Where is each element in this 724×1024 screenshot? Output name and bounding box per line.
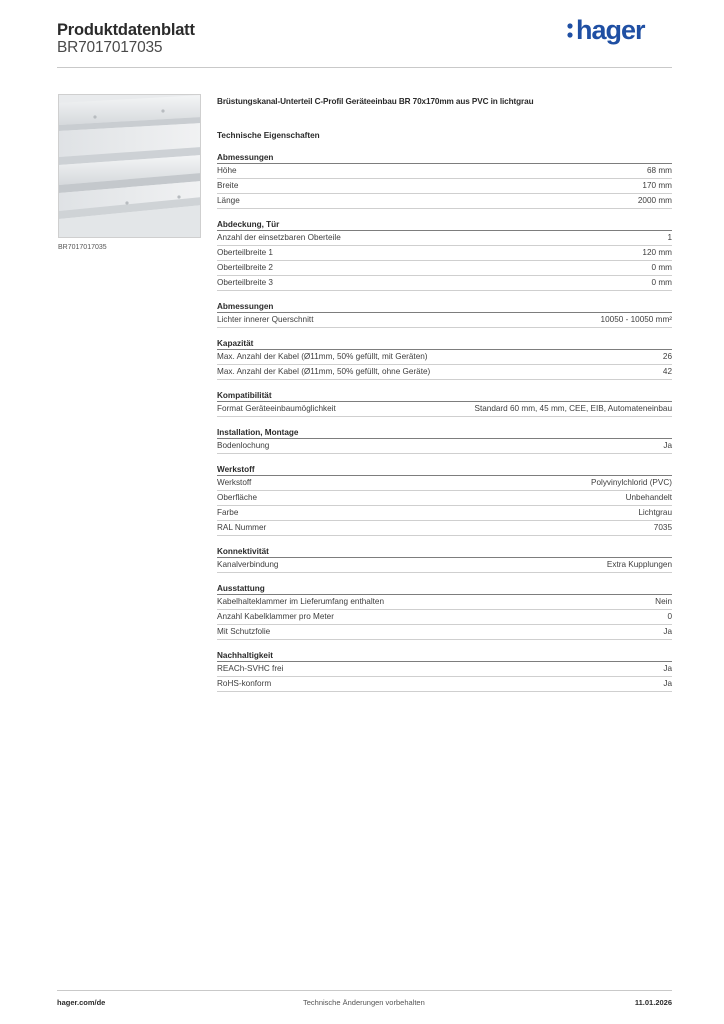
spec-label: Format Geräteeinbaumöglichkeit bbox=[217, 404, 336, 413]
spec-value: Ja bbox=[663, 664, 672, 673]
spec-row bbox=[217, 313, 672, 328]
article-number: BR7017017035 bbox=[57, 39, 163, 56]
section-heading: Kompatibilität bbox=[217, 390, 672, 402]
spec-section bbox=[217, 219, 672, 291]
spec-value: 0 bbox=[667, 612, 672, 621]
spec-row bbox=[217, 231, 672, 246]
spec-sections bbox=[217, 152, 672, 692]
spec-label: Max. Anzahl der Kabel (Ø11mm, 50% gefüllt, ohne Geräte) bbox=[217, 367, 431, 376]
spec-label: Lichter innerer Querschnitt bbox=[217, 315, 314, 324]
spec-label: RoHS-konform bbox=[217, 679, 272, 688]
spec-row bbox=[217, 246, 672, 261]
section-heading: Nachhaltigkeit bbox=[217, 650, 672, 662]
spec-value: 42 bbox=[662, 367, 672, 376]
spec-section bbox=[217, 152, 672, 209]
spec-value: 7035 bbox=[653, 523, 672, 532]
footer-divider bbox=[57, 990, 672, 991]
spec-value: 120 mm bbox=[642, 248, 672, 257]
spec-row bbox=[217, 164, 672, 179]
spec-area bbox=[217, 96, 672, 692]
spec-row bbox=[217, 610, 672, 625]
spec-value: Extra Kupplungen bbox=[606, 560, 672, 569]
spec-value: Ja bbox=[663, 679, 672, 688]
spec-row bbox=[217, 521, 672, 536]
spec-row bbox=[217, 194, 672, 209]
spec-section bbox=[217, 650, 672, 692]
cable-duct-profile-image bbox=[58, 94, 201, 238]
spec-label: Anzahl Kabelklammer pro Meter bbox=[217, 612, 334, 621]
spec-section bbox=[217, 546, 672, 573]
spec-label: Anzahl der einsetzbaren Oberteile bbox=[217, 233, 341, 242]
spec-row bbox=[217, 506, 672, 521]
section-heading: Abdeckung, Tür bbox=[217, 219, 672, 231]
spec-value: 2000 mm bbox=[637, 196, 672, 205]
footer-website[interactable]: hager.com/de bbox=[57, 998, 106, 1007]
spec-label: Länge bbox=[217, 196, 240, 205]
footer-date: 11.01.2026 bbox=[634, 998, 672, 1007]
spec-row bbox=[217, 179, 672, 194]
spec-row bbox=[217, 439, 672, 454]
spec-value: Unbehandelt bbox=[625, 493, 672, 502]
spec-label: Breite bbox=[217, 181, 239, 190]
spec-label: RAL Nummer bbox=[217, 523, 267, 532]
hager-logo bbox=[566, 14, 672, 48]
spec-row bbox=[217, 625, 672, 640]
spec-value: 68 mm bbox=[646, 166, 672, 175]
spec-value: 0 mm bbox=[651, 278, 672, 287]
spec-row bbox=[217, 261, 672, 276]
spec-label: Kanalverbindung bbox=[217, 560, 279, 569]
section-heading: Ausstattung bbox=[217, 583, 672, 595]
spec-label: Oberteilbreite 1 bbox=[217, 248, 273, 257]
spec-label: Mit Schutzfolie bbox=[217, 627, 271, 636]
spec-value: 26 bbox=[662, 352, 672, 361]
spec-value: Ja bbox=[663, 627, 672, 636]
spec-section bbox=[217, 338, 672, 380]
spec-row bbox=[217, 491, 672, 506]
spec-section bbox=[217, 390, 672, 417]
section-heading: Abmessungen bbox=[217, 301, 672, 313]
spec-value: 1 bbox=[667, 233, 672, 242]
spec-label: Farbe bbox=[217, 508, 239, 517]
spec-row bbox=[217, 595, 672, 610]
spec-label: REACh-SVHC frei bbox=[217, 664, 284, 673]
product-title: Brüstungskanal-Unterteil C-Profil Geräteeinbau BR 70x170mm aus PVC in lichtgrau bbox=[217, 97, 534, 106]
spec-value: 0 mm bbox=[651, 263, 672, 272]
spec-row bbox=[217, 350, 672, 365]
spec-value: 170 mm bbox=[642, 181, 672, 190]
spec-section bbox=[217, 301, 672, 328]
header-divider bbox=[57, 67, 672, 68]
spec-value: Ja bbox=[663, 441, 672, 450]
spec-section bbox=[217, 464, 672, 536]
spec-value: Nein bbox=[655, 597, 672, 606]
spec-row bbox=[217, 402, 672, 417]
spec-row bbox=[217, 677, 672, 692]
spec-row bbox=[217, 476, 672, 491]
section-heading: Konnektivität bbox=[217, 546, 672, 558]
page-title: Produktdatenblatt bbox=[57, 21, 195, 39]
section-heading: Installation, Montage bbox=[217, 427, 672, 439]
spec-label: Bodenlochung bbox=[217, 441, 270, 450]
section-heading: Werkstoff bbox=[217, 464, 672, 476]
image-caption: BR7017017035 bbox=[58, 244, 107, 251]
spec-value: Polyvinylchlorid (PVC) bbox=[591, 478, 672, 487]
section-heading: Abmessungen bbox=[217, 152, 672, 164]
spec-label: Kabelhalteklammer im Lieferumfang enthalten bbox=[217, 597, 385, 606]
spec-section bbox=[217, 583, 672, 640]
spec-value: 10050 - 10050 mm² bbox=[600, 315, 672, 324]
spec-label: Werkstoff bbox=[217, 478, 252, 487]
svg-text:hager: hager bbox=[576, 15, 645, 45]
spec-row bbox=[217, 365, 672, 380]
spec-label: Höhe bbox=[217, 166, 237, 175]
spec-label: Max. Anzahl der Kabel (Ø11mm, 50% gefüllt, mit Geräten) bbox=[217, 352, 428, 361]
spec-row bbox=[217, 662, 672, 677]
spec-label: Oberfläche bbox=[217, 493, 258, 502]
spec-value: Lichtgrau bbox=[638, 508, 672, 517]
section-heading: Kapazität bbox=[217, 338, 672, 350]
footer-disclaimer: Technische Änderungen vorbehalten bbox=[303, 998, 425, 1007]
spec-row bbox=[217, 276, 672, 291]
tech-heading: Technische Eigenschaften bbox=[217, 131, 320, 140]
spec-label: Oberteilbreite 3 bbox=[217, 278, 273, 287]
spec-value: Standard 60 mm, 45 mm, CEE, EIB, Automateneinbau bbox=[474, 404, 672, 413]
spec-label: Oberteilbreite 2 bbox=[217, 263, 273, 272]
spec-row bbox=[217, 558, 672, 573]
spec-section bbox=[217, 427, 672, 454]
